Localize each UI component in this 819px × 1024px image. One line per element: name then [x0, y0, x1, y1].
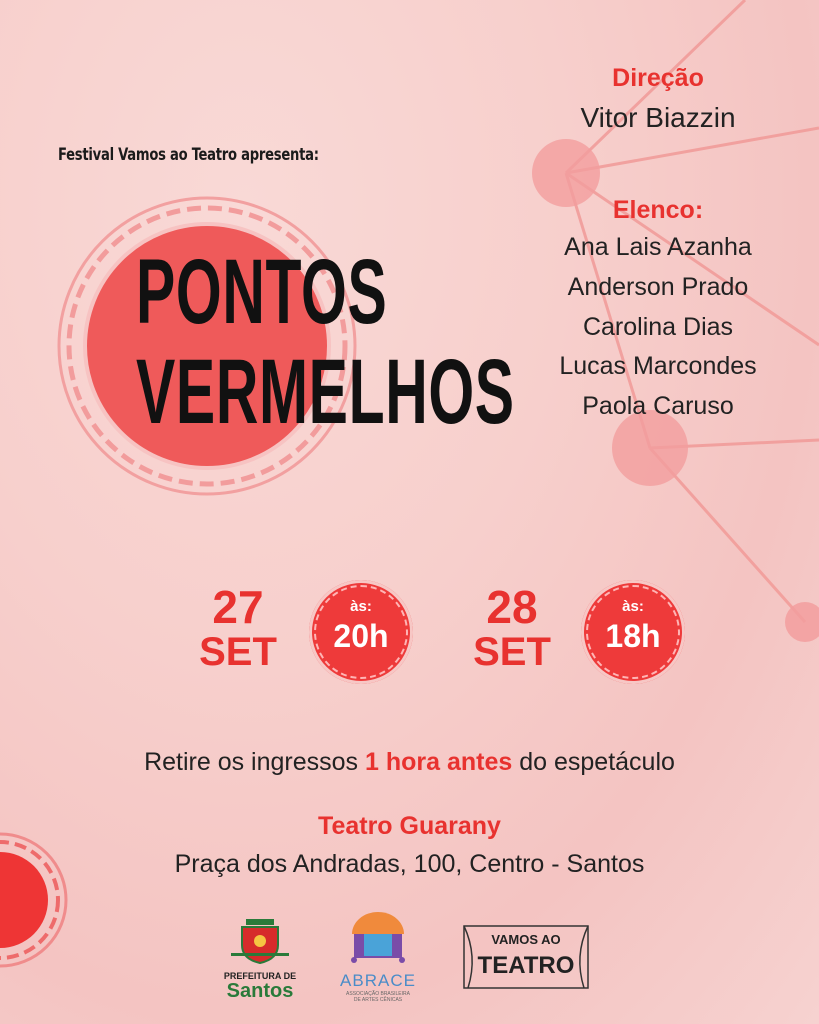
session-month: SET: [199, 630, 277, 674]
session-time-badge: [581, 580, 685, 684]
venue-address: Praça dos Andradas, 100, Centro - Santos: [174, 850, 645, 878]
ticket-suffix: do espetáculo: [512, 748, 675, 776]
abrace-label: ABRACE: [340, 971, 416, 990]
venue-name: Teatro Guarany: [318, 812, 501, 840]
ticket-prefix: Retire os ingressos: [144, 748, 366, 776]
vamos-label: VAMOS AO: [491, 932, 561, 947]
santos-label: Santos: [226, 980, 294, 1002]
time-at-label: às:: [350, 598, 372, 615]
network-node-middle: [612, 410, 688, 486]
abrace-subtitle: ASSOCIAÇÃO BRASILEIRA: [346, 991, 410, 997]
director-name: Vitor Biazzin: [580, 102, 736, 133]
abrace-logo: [330, 912, 426, 1012]
vamos-ao-teatro-logo: [462, 920, 590, 992]
presenter-line: Festival Vamos ao Teatro apresenta:: [58, 145, 319, 165]
cast-member: Paola Caruso: [582, 392, 734, 420]
session-time: 18h: [605, 618, 661, 654]
santos-crest-icon: [215, 915, 305, 965]
ticket-info: [0, 748, 819, 777]
cast-member: Anderson Prado: [567, 273, 749, 301]
prefeitura-label: PREFEITURA DE: [223, 971, 297, 981]
session-day: 28: [486, 581, 538, 633]
show-title-line2: VERMELHOS: [136, 341, 515, 443]
time-at-label: às:: [622, 598, 644, 615]
ticket-highlight: 1 hora antes: [365, 748, 513, 776]
session-time: 20h: [333, 618, 389, 654]
session-day: 27: [212, 581, 264, 633]
cast-heading: Elenco:: [612, 196, 704, 224]
abrace-symbol-icon: [330, 912, 426, 967]
abrace-subtitle: DE ARTES CÊNICAS: [353, 997, 403, 1003]
network-node-right: [785, 602, 819, 642]
prefeitura-santos-logo: [215, 915, 305, 1005]
cast-member: Lucas Marcondes: [559, 352, 757, 380]
cast-member: Carolina Dias: [582, 313, 734, 341]
session-time-badge: [309, 580, 413, 684]
session-month: SET: [473, 630, 551, 674]
teatro-label: TEATRO: [477, 952, 575, 979]
cast-member: Ana Lais Azanha: [564, 233, 752, 261]
direction-heading: Direção: [612, 64, 704, 92]
show-title-line1: PONTOS: [136, 241, 388, 343]
